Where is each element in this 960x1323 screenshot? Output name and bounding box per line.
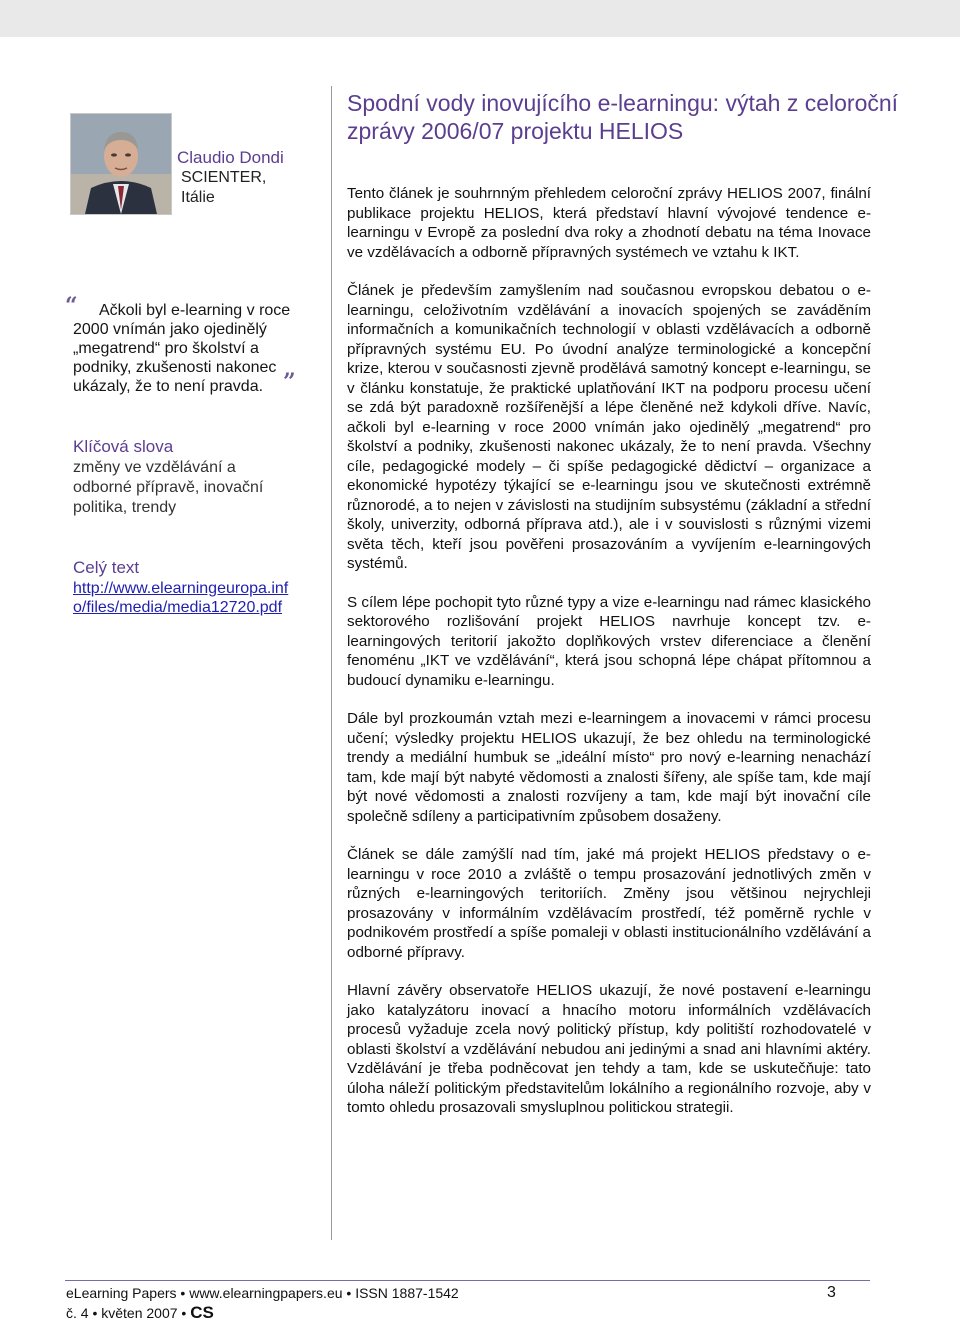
fulltext-section xyxy=(73,558,313,617)
keywords-section xyxy=(73,437,313,518)
footer-issue-text: č. 4 • květen 2007 • xyxy=(66,1305,187,1321)
keywords-heading: Klíčová slova xyxy=(73,437,174,456)
author-portrait-image xyxy=(71,114,171,214)
open-quote-icon: “ xyxy=(65,293,78,319)
footer-rule xyxy=(65,1280,870,1281)
article-paragraph-6: Hlavní závěry observatoře HELIOS ukazují, že nové postavení e-learningu jako katalyzátoru inovací a hnacího motoru informálních vzdělávacích procesů vyžaduje zcela nový politický přístup, kdy politiští rozhodovatelé v oblasti školství a vzdělávání nebudou ani jedinými a snad ani hlavními aktéry. Vzdělávání je třeba podněcovat jen tehdy a tam, kde se uskutečňuje: tato úloha náleží politickým představitelům lokálního a regionálního rozvoje, aby v tomto ohledu prosazovali smysluplnou politickou strategii. xyxy=(347,982,871,1116)
close-quote-icon: ” xyxy=(283,369,296,395)
footer-language: CS xyxy=(190,1303,214,1322)
footer-issue xyxy=(66,1303,214,1323)
page-number: 3 xyxy=(827,1284,836,1301)
article-paragraph-5: Článek se dále zamýšlí nad tím, jaké má projekt HELIOS představy o e-learningu v roce 2010 a zvláště o tempu prosazování jednotlivých změn v různých e-learningových teritoriích. Změny jsou většinou nejrychleji prosazovány v informálním vzdělávacím prostředí, též poměrně rychle v podnikovém prostředí a spíše pomaleji v oblasti institucionálního vzdělávání a odborné přípravy. xyxy=(347,846,871,961)
quote-line-4: podniky, zkušenosti nakonec xyxy=(73,359,277,376)
article-title: Spodní vody inovujícího e-learningu: výtah z celoroční zprávy 2006/07 projektu HELIOS xyxy=(347,90,899,144)
author-affiliation xyxy=(181,168,266,208)
keywords-line-2: odborné přípravě, inovační xyxy=(73,479,264,496)
article-paragraph-1: Tento článek je souhrnným přehledem celoroční zprávy HELIOS 2007, finální publikace projektu HELIOS, která představí hlavní vývojové tendence e-learningu v Evropě za poslední dva roky a zhodnotí debatu na téma Inovace ve vzdělávacích a odborně přípravných systémech ve vztahu k IKT. xyxy=(347,185,871,261)
article-paragraph-2: Článek je především zamyšlením nad současnou evropskou debatou o e-learningu, celoživotním vzdělávání a inovacích spojených se zaváděním informačních a komunikačních technologií v oblasti vzdělávacích a odborně přípravných systému EU. Po úvodní analýze terminologické a koncepční krize, kterou v současnosti zjevně prodělává samotný koncept e-learningu, se v článku konstatuje, že praktické uplatňování IKT na podporu procesu učení se zdá být paradoxně rozšířenější a lépe členěné než kdykoli dříve. Navíc, ačkoli byl e-learning v roce 2000 vnímán jako ojedinělý „megatrend“ pro školství a podniky, zkušenosti nakonec ukázaly, že to není pravda. Všechny cíle, pedagogické modely – či spíše pedagogické dědictví – organizace a ekonomické hypotézy týkající se e-learningu jsou ve skutečnosti extrémně různorodé, a to nejen v závislosti na studijním subsystému (základní a střední školy, univerzity, odborná příprava atd.), ale i v souvislosti s různými vizemi světa těch, kteří jsou pověřeni prosazováním a vyvíjením e-learningových systémů. xyxy=(347,282,871,572)
quote-line-2: 2000 vnímán jako ojedinělý xyxy=(73,321,267,338)
fulltext-heading: Celý text xyxy=(73,558,140,577)
top-bar xyxy=(0,0,960,37)
author-organization: SCIENTER, xyxy=(181,169,267,186)
column-divider xyxy=(331,86,332,1240)
author-photo xyxy=(70,113,172,215)
article-body xyxy=(347,184,871,1137)
keywords-line-1: změny ve vzdělávání a xyxy=(73,459,236,476)
quote-line-3: „megatrend“ pro školství a xyxy=(73,340,259,357)
article-paragraph-3: S cílem lépe pochopit tyto různé typy a vize e-learningu nad rámec klasického sektorového rozlišování projekt HELIOS navrhuje koncept tzv. e-learningových teritorií jakožto doplňkových vrstev diferenciace a členění fenoménu „IKT ve vzdělávání“, která jsou schopná lépe chápat přítomnou a budoucí dynamiku e-learningu. xyxy=(347,593,871,689)
footer-publication: eLearning Papers • www.elearningpapers.eu • ISSN 1887-1542 xyxy=(66,1285,459,1301)
pull-quote xyxy=(65,293,313,396)
author-name: Claudio Dondi xyxy=(177,148,284,167)
keywords-line-3: politika, trendy xyxy=(73,499,177,516)
quote-line-1: Ačkoli byl e-learning v roce xyxy=(99,302,291,319)
author-country: Itálie xyxy=(181,189,215,206)
fulltext-link[interactable]: http://www.elearningeuropa.info/files/media/media12720.pdf xyxy=(73,580,289,616)
article-paragraph-4: Dále byl prozkoumán vztah mezi e-learningem a inovacemi v rámci procesu učení; výsledky projektu HELIOS ukazují, že bez ohledu na terminologické trendy a mediální humbuk se „ideální místo“ pro nový e-learning nenachází tam, kde mají být nabyté vědomosti a znalosti šířeny, ale spíše tam, kde mají být nové vědomosti a znalosti rozvíjeny a tam, kde mají být inovační cíle společně sdíleny a participativním způsobem dosaženy. xyxy=(347,710,871,825)
quote-line-5: ukázaly, že to není pravda. xyxy=(73,378,264,395)
